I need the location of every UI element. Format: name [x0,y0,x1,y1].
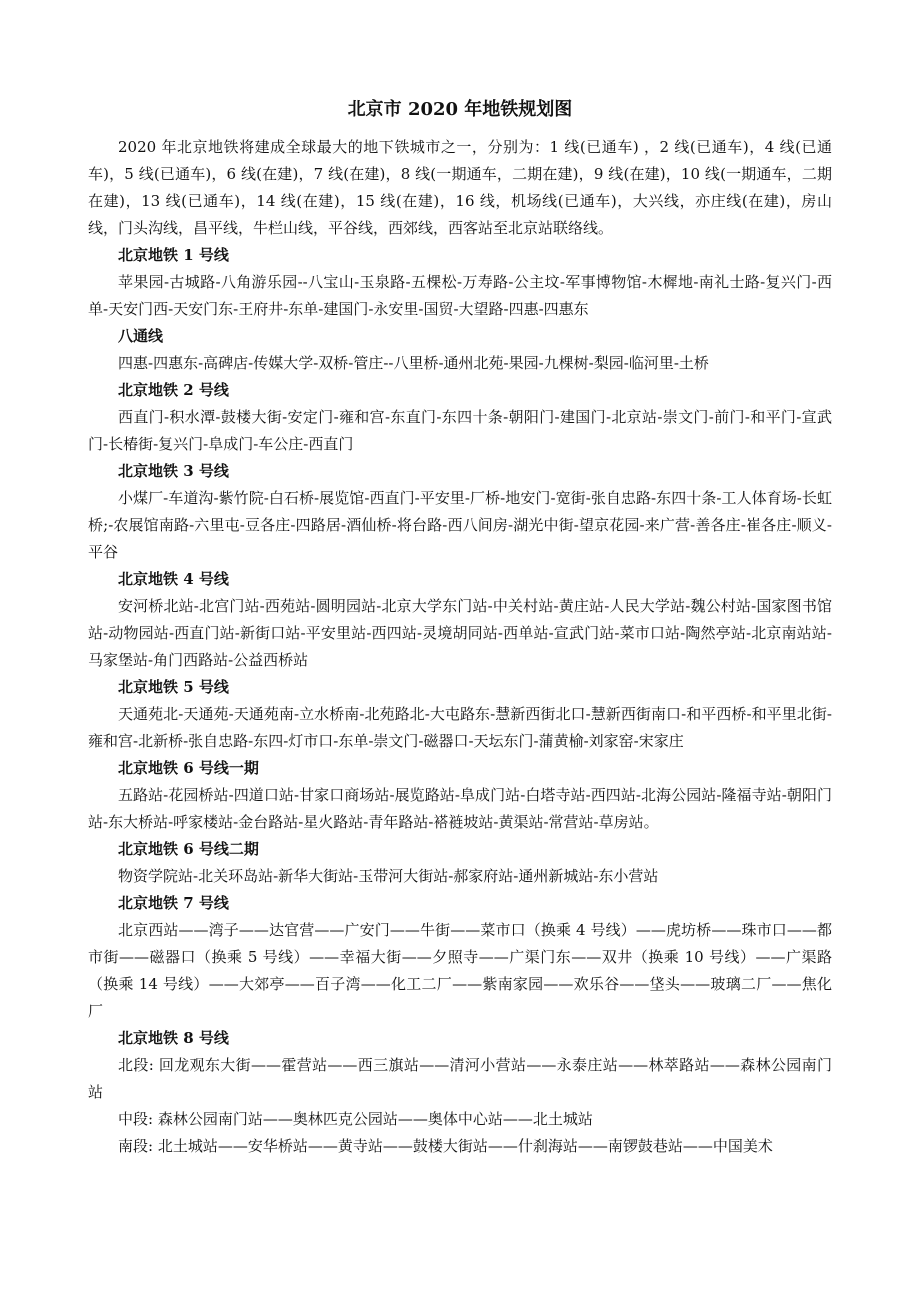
section-heading: 北京地铁 4 号线 [118,570,229,588]
section-heading: 北京地铁 3 号线 [118,462,229,480]
line-8-north-segment: 北段: 回龙观东大街——霍营站——西三旗站——清河小营站——永泰庄站——林萃路站——森林公园南门站 [88,1056,832,1101]
section-line-7 [88,890,832,1025]
section-batong-line [88,323,832,377]
section-line-6-phase-2 [88,836,832,890]
intro-paragraph: 2020 年北京地铁将建成全球最大的地下铁城市之一，分别为：1 线(已通车) ，2 线(已通车)，4 线(已通车)，5 线(已通车)，6 线(在建)，7 线(在建)，8 线(一期通车，二期在建)，9 线(在建)，10 线(一期通车，二期在建)，13 线(已通车)，14 线(在建)，15 线(在建)，16 线，机场线(已通车)，大兴线，亦庄线(在建)，房山线，门头沟线，昌平线，牛栏山线，平谷线，西郊线，西客站至北京站联络线。 [88,138,832,237]
line-8-south-segment: 南段: 北土城站——安华桥站——黄寺站——鼓楼大街站——什刹海站——南锣鼓巷站——中国美术 [118,1137,773,1155]
section-body: 苹果园-古城路-八角游乐园--八宝山-玉泉路-五棵松-万寿路-公主坟-军事博物馆-木樨地-南礼士路-复兴门-西单-天安门西-天安门东-王府井-东单-建国门-永安里-国贸-大望路-四惠-四惠东 [88,273,832,318]
document-title: 北京市 2020 年地铁规划图 [347,99,573,120]
section-body: 小煤厂-车道沟-紫竹院-白石桥-展览馆-西直门-平安里-厂桥-地安门-宽街-张自忠路-东四十条-工人体育场-长虹桥;-农展馆南路-六里屯-豆各庄-四路居-酒仙桥-将台路-西八间房-湖光中街-望京花园-来广营-善各庄-崔各庄-顺义-平谷 [88,489,832,561]
section-heading: 北京地铁 8 号线 [118,1029,229,1047]
section-body: 西直门-积水潭-鼓楼大街-安定门-雍和宫-东直门-东四十条-朝阳门-建国门-北京站-崇文门-前门-和平门-宣武门-长椿街-复兴门-阜成门-车公庄-西直门 [88,408,832,453]
section-body: 北京西站——湾子——达官营——广安门——牛街——菜市口（换乘 4 号线）——虎坊桥——珠市口——都市街——磁器口（换乘 5 号线）——幸福大街——夕照寺——广渠门东——双井（换乘 10 号线）——广渠路（换乘 14 号线）——大郊亭——百子湾——化工二厂——紫南家园——欢乐谷——垡头——玻璃二厂——焦化厂 [88,921,832,1020]
section-line-4 [88,566,832,674]
section-heading: 八通线 [118,327,164,345]
section-line-1 [88,242,832,323]
section-body: 安河桥北站-北宫门站-西苑站-圆明园站-北京大学东门站-中关村站-黄庄站-人民大学站-魏公村站-国家图书馆站-动物园站-西直门站-新街口站-平安里站-西四站-灵境胡同站-西单站-宣武门站-菜市口站-陶然亭站-北京南站站-马家堡站-角门西路站-公益西桥站 [88,597,832,669]
section-heading: 北京地铁 1 号线 [118,246,229,264]
section-line-2 [88,377,832,458]
section-body: 物资学院站-北关环岛站-新华大街站-玉带河大街站-郝家府站-通州新城站-东小营站 [118,867,659,885]
section-heading: 北京地铁 2 号线 [118,381,229,399]
section-line-6-phase-1 [88,755,832,836]
section-heading: 北京地铁 6 号线二期 [118,840,259,858]
section-body: 五路站-花园桥站-四道口站-甘家口商场站-展览路站-阜成门站-白塔寺站-西四站-北海公园站-隆福寺站-朝阳门站-东大桥站-呼家楼站-金台路站-星火路站-青年路站-褡裢坡站-黄渠站-常营站-草房站。 [88,786,832,831]
section-line-5 [88,674,832,755]
section-heading: 北京地铁 6 号线一期 [118,759,259,777]
section-heading: 北京地铁 5 号线 [118,678,229,696]
section-line-3 [88,458,832,566]
section-heading: 北京地铁 7 号线 [118,894,229,912]
line-8-middle-segment: 中段: 森林公园南门站——奥林匹克公园站——奥体中心站——北土城站 [118,1110,593,1128]
section-body: 四惠-四惠东-高碑店-传媒大学-双桥-管庄--八里桥-通州北苑-果园-九棵树-梨园-临河里-土桥 [118,354,709,372]
section-line-8 [88,1025,832,1160]
section-body: 天通苑北-天通苑-天通苑南-立水桥南-北苑路北-大屯路东-慧新西街北口-慧新西街南口-和平西桥-和平里北街-雍和宫-北新桥-张自忠路-东四-灯市口-东单-崇文门-磁器口-天坛东门-蒲黄榆-刘家窑-宋家庄 [88,705,832,750]
